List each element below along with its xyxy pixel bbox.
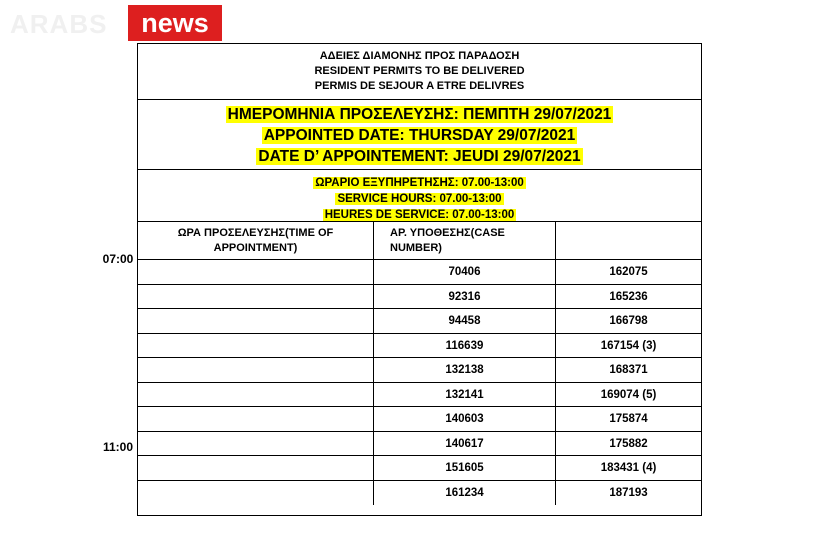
case-number-2: 183431 (4) xyxy=(600,462,657,474)
time-cell xyxy=(138,334,374,358)
hours-english: SERVICE HOURS: 07.00-13:00 xyxy=(337,193,502,205)
time-slot-1100: 11:00 xyxy=(102,440,134,454)
time-slot-0700: 07:00 xyxy=(102,252,134,266)
case-number-cell xyxy=(374,285,556,309)
case-number: 116639 xyxy=(445,339,484,352)
case-number-2: 187193 xyxy=(609,486,648,499)
case-number-cell-2 xyxy=(556,383,701,407)
time-cell xyxy=(138,285,374,309)
case-number: 140603 xyxy=(445,413,484,425)
table-row xyxy=(138,383,701,408)
case-number-cell xyxy=(374,383,556,407)
time-cell xyxy=(138,358,374,382)
case-number: 132141 xyxy=(445,388,484,401)
case-number: 161234 xyxy=(445,486,484,499)
case-number-cell xyxy=(374,334,556,358)
case-header-line2: NUMBER) xyxy=(390,242,442,254)
case-number-cell-2 xyxy=(556,309,701,333)
table-row xyxy=(138,285,701,310)
case-number-cell xyxy=(374,456,556,480)
title-english: RESIDENT PERMITS TO BE DELIVERED xyxy=(314,65,525,77)
date-english: APPOINTED DATE: THURSDAY 29/07/2021 xyxy=(263,127,576,144)
case-number: 94458 xyxy=(448,315,481,327)
case-number-2: 175874 xyxy=(609,413,648,425)
date-greek: ΗΜΕΡΟΜΗΝΙΑ ΠΡΟΣΕΛΕΥΣΗΣ: ΠΕΜΠΤΗ 29/07/2021 xyxy=(227,106,612,123)
case-number-cell xyxy=(374,358,556,382)
news-logo: news xyxy=(128,5,222,41)
case-number-cell xyxy=(374,309,556,333)
appointment-date-section xyxy=(138,100,701,170)
case-header-line1: ΑΡ. ΥΠΟΘΕΣΗΣ(CASE xyxy=(390,227,505,239)
case-number-cell-2 xyxy=(556,285,701,309)
case-number-cell xyxy=(374,407,556,431)
case-number-2: 165236 xyxy=(609,290,648,303)
case-number-2: 167154 (3) xyxy=(600,339,657,352)
case-number-cell-2 xyxy=(556,358,701,382)
case-number: 140617 xyxy=(445,437,484,450)
blank-column-header xyxy=(556,222,701,259)
time-header-line2: APPOINTMENT) xyxy=(213,242,298,254)
table-row xyxy=(138,481,701,506)
case-column-header xyxy=(374,222,556,259)
watermark-text: ARABS xyxy=(10,9,108,39)
case-number-cell-2 xyxy=(556,481,701,506)
time-cell xyxy=(138,481,374,506)
case-number-cell xyxy=(374,260,556,284)
table-row xyxy=(138,309,701,334)
case-number-2: 162075 xyxy=(609,266,648,278)
case-number-cell-2 xyxy=(556,260,701,284)
case-number: 70406 xyxy=(448,266,481,278)
title-french: PERMIS DE SEJOUR A ETRE DELIVRES xyxy=(314,80,525,92)
case-number-cell xyxy=(374,432,556,456)
case-number-2: 168371 xyxy=(609,364,648,376)
table-row xyxy=(138,407,701,432)
time-cell xyxy=(138,407,374,431)
case-number-cell-2 xyxy=(556,456,701,480)
table-row xyxy=(138,456,701,481)
time-cell xyxy=(138,383,374,407)
case-number-2: 169074 (5) xyxy=(600,388,657,401)
case-number: 132138 xyxy=(445,364,484,376)
time-cell xyxy=(138,456,374,480)
case-number-cell-2 xyxy=(556,407,701,431)
case-number-cell-2 xyxy=(556,334,701,358)
case-number-2: 166798 xyxy=(609,315,648,327)
title-section xyxy=(138,44,701,100)
case-number-cell xyxy=(374,481,556,506)
hours-greek: ΩΡΑΡΙΟ ΕΞΥΠΗΡΕΤΗΣΗΣ: 07.00-13:00 xyxy=(315,177,524,189)
case-number-2: 175882 xyxy=(609,437,648,450)
case-number-cell-2 xyxy=(556,432,701,456)
time-cell xyxy=(138,309,374,333)
title-greek: ΑΔΕΙΕΣ ΔΙΑΜΟΝΗΣ ΠΡΟΣ ΠΑΡΑΔΟΣΗ xyxy=(319,50,520,62)
service-hours-section xyxy=(138,170,701,222)
case-number: 92316 xyxy=(448,290,481,303)
table-row xyxy=(138,358,701,383)
date-french: DATE D’ APPOINTEMENT: JEUDI 29/07/2021 xyxy=(258,148,581,165)
case-number: 151605 xyxy=(445,462,484,474)
hours-french: HEURES DE SERVICE: 07.00-13:00 xyxy=(324,209,515,221)
table-row xyxy=(138,334,701,359)
time-header-line1: ΩΡΑ ΠΡΟΣΕΛΕΥΣΗΣ(TIME OF xyxy=(177,227,334,239)
